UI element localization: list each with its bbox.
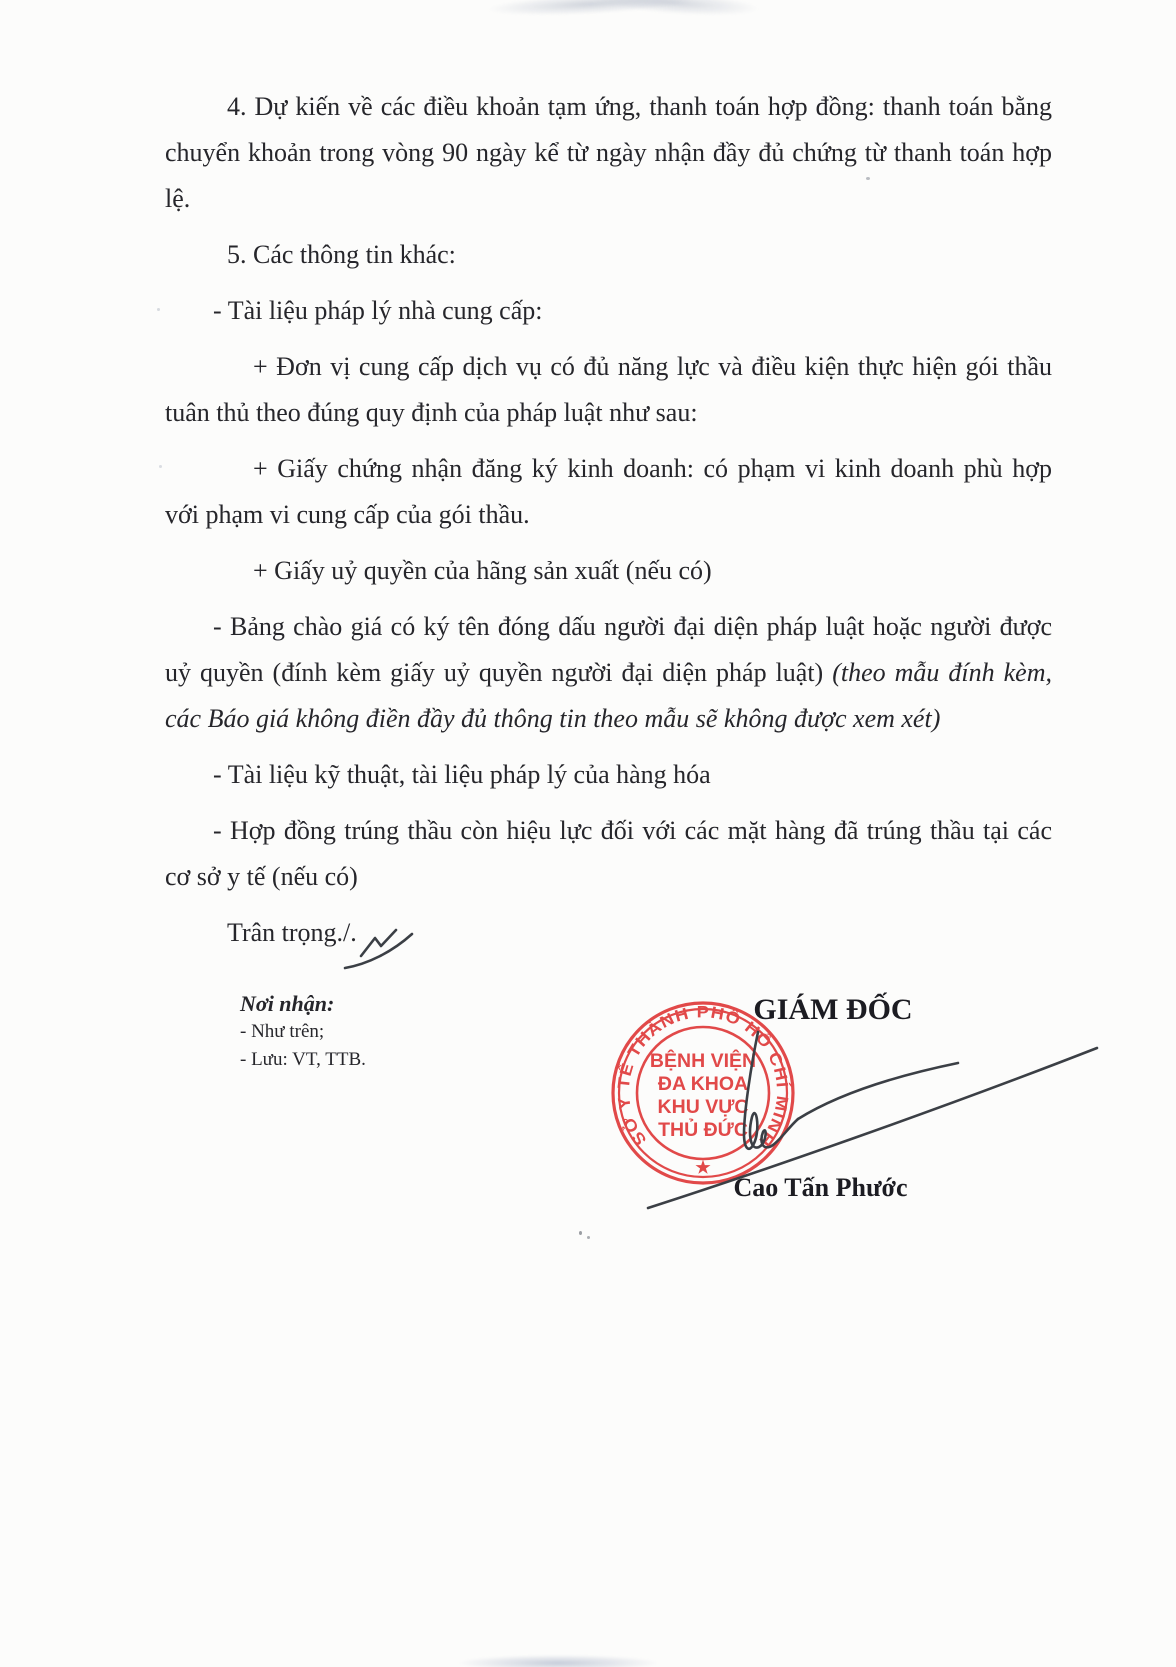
text: uỷ quyền (đính kèm giấy uỷ quyền người đại diện pháp luật) — [165, 658, 833, 687]
handwritten-signature — [330, 920, 1120, 1220]
text-line — [165, 854, 1052, 900]
scan-speck — [579, 1231, 582, 1235]
text: với phạm vi cung cấp của gói thầu. — [165, 500, 530, 529]
text-line — [165, 288, 1052, 334]
closing-flourish — [345, 934, 412, 968]
text-line — [165, 696, 1052, 742]
signer-name: Cao Tấn Phước — [733, 1173, 908, 1202]
text-line — [165, 604, 1052, 650]
text: + Giấy chứng nhận đăng ký kinh doanh: có phạm vi kinh doanh phù hợp — [253, 454, 1052, 483]
text-line — [165, 344, 1052, 390]
text: chuyển khoản trong vòng 90 ngày kể từ ngày nhận đầy đủ chứng từ thanh toán hợp — [165, 138, 1052, 167]
text: cơ sở y tế (nếu có) — [165, 862, 358, 891]
letter-body — [165, 84, 1052, 966]
italic-note: (theo mẫu đính kèm, — [832, 658, 1052, 687]
text-line — [165, 232, 1052, 278]
stamp-star-icon: ★ — [695, 1158, 711, 1177]
text: - Bảng chào giá có ký tên đóng dấu người đại diện pháp luật hoặc người được — [213, 612, 1052, 641]
text-line — [165, 84, 1052, 130]
list-item-price-quote — [165, 604, 1052, 742]
text: + Giấy uỷ quyền của hãng sản xuất (nếu có) — [253, 556, 712, 585]
list-item-valid-contracts — [165, 808, 1052, 900]
text-line — [165, 548, 1052, 594]
text: - Tài liệu kỹ thuật, tài liệu pháp lý của hàng hóa — [213, 760, 711, 789]
list-item-business-license — [165, 446, 1052, 538]
text: lệ. — [165, 184, 191, 213]
scan-smudge-top — [589, 0, 760, 20]
list-item-technical-docs — [165, 752, 1052, 798]
scan-smudge-top — [486, 0, 697, 19]
stamp-line-thu-duc: THỦ ĐỨC — [658, 1119, 748, 1141]
signer-title: GIÁM ĐỐC — [753, 993, 913, 1026]
stamp-line-benh-vien: BỆNH VIỆN — [649, 1050, 757, 1072]
list-item-legal-docs — [165, 288, 1052, 334]
text-line — [165, 446, 1052, 492]
list-item-capacity — [165, 344, 1052, 436]
text-line — [165, 650, 1052, 696]
paragraph-4-payment-terms — [165, 84, 1052, 222]
text: + Đơn vị cung cấp dịch vụ có đủ năng lực và điều kiện thực hiện gói thầu — [253, 352, 1052, 381]
scan-speck — [157, 308, 160, 311]
closing-flourish — [361, 930, 396, 956]
signature-long-stroke — [648, 1048, 1097, 1208]
scan-speck — [587, 1236, 590, 1239]
scan-smudge-bottom — [458, 1655, 658, 1667]
recipient-item: - Như trên; — [240, 1021, 325, 1042]
text: - Tài liệu pháp lý nhà cung cấp: — [213, 296, 543, 325]
recipients-label: Nơi nhận: — [240, 991, 335, 1016]
scan-speck — [159, 465, 162, 468]
stamp-ring-text: SỞ Y TẾ THÀNH PHỐ HỒ CHÍ MINH — [614, 1003, 792, 1149]
text-line — [165, 176, 1052, 222]
text: tuân thủ theo đúng quy định của pháp luật như sau: — [165, 398, 698, 427]
stamp-line-da-khoa: ĐA KHOA — [657, 1073, 749, 1095]
text: 4. Dự kiến về các điều khoản tạm ứng, thanh toán hợp đồng: thanh toán bằng — [227, 92, 1052, 121]
text-line — [165, 492, 1052, 538]
italic-note: các Báo giá không điền đầy đủ thông tin theo mẫu sẽ không được xem xét) — [165, 704, 941, 733]
stamp-line-khu-vuc: KHU VỰC — [657, 1096, 749, 1118]
text-line — [165, 130, 1052, 176]
text: 5. Các thông tin khác: — [227, 240, 456, 269]
text: - Hợp đồng trúng thầu còn hiệu lực đối với các mặt hàng đã trúng thầu tại các — [213, 816, 1052, 845]
text: Trân trọng./. — [227, 918, 357, 947]
paragraph-5-other-info — [165, 232, 1052, 278]
recipient-item: - Lưu: VT, TTB. — [240, 1049, 366, 1070]
text-line — [165, 808, 1052, 854]
text-line — [165, 390, 1052, 436]
signature-loops — [744, 1032, 798, 1149]
list-item-authorization — [165, 548, 1052, 594]
text-line — [165, 752, 1052, 798]
